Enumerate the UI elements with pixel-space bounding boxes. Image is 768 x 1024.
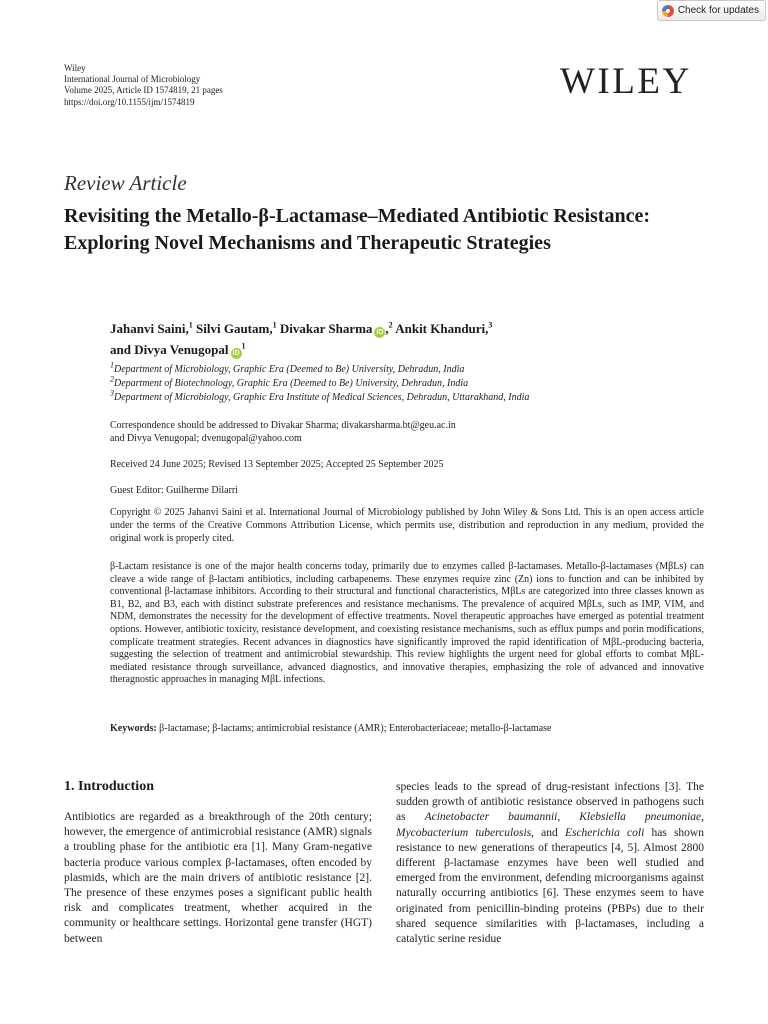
- guest-editor: Guest Editor: Guilherme Dilarri: [110, 485, 239, 496]
- article-type: Review Article: [64, 171, 187, 195]
- keywords-text: β-lactamase; β-lactams; antimicrobial resistance (AMR); Enterobacteriaceae; metallo-β-lactamase: [159, 723, 552, 734]
- author-line-2: and Divya Venugopal $iD^1$: [110, 341, 246, 357]
- author-name[interactable]: Divakar Sharma: [279, 321, 373, 336]
- affiliations: [110, 360, 530, 405]
- author-line-1: Jahanvi Saini,$^1$ Silvi Gautam,$^1$ Divakar Sharma iD ,$^2$ Ankit Khanduri,$^3$: [110, 320, 493, 336]
- body-text-left: Antibiotics are regarded as a breakthrough of the 20th century; however, the emergence of antimicrobial resistance (AMR) signals a troubling phase for the antibiotic era [1]. Many Gram-negative bacteria produce various complex β-lactamases, often encoded by plasmids, which are the main drivers of antibiotic resistance [2]. The presence of these enzymes poses a significant public health risk and complicates treatment, whether acquired in the community or healthcare settings. Horizontal gene transfer (HGT) between: [64, 811, 372, 945]
- doi-link[interactable]: https://doi.org/10.1155/ijm/1574819: [64, 96, 195, 107]
- copyright-notice: Copyright © 2025 Jahanvi Saini et al. International Journal of Microbiology published by John Wiley & Sons Ltd. This is an open access article under the terms of the Creative Commons Attribution License, which permits use, distribution and reproduction in any medium, provided the original work is properly cited.: [110, 507, 704, 544]
- dates: Received 24 June 2025; Revised 13 September 2025; Accepted 25 September 2025: [110, 459, 444, 470]
- volume-info: Volume 2025, Article ID 1574819, 21 pages: [64, 85, 223, 96]
- check-for-updates-button[interactable]: [657, 0, 766, 21]
- author-name[interactable]: Ankit Khanduri,: [395, 321, 489, 336]
- author-name[interactable]: Jahanvi Saini,: [110, 321, 189, 336]
- section-heading: 1. Introduction: [64, 779, 154, 794]
- body-text-right: species leads to the spread of drug-resistant infections [3]. The sudden growth of antibiotic resistance observed in pathogens such as Acinetobacter baumannii, Klebsiella pneumoniae, Mycobacterium tuberculosis, and Escherichia coli has shown resistance to new generations of therapeutics [4, 5]. Almost 2800 different β-lactamase enzymes have been well studied and emerged from the environment, defending microorganisms against naturally occurring antibiotics [6]. These enzymes seem to have originated from penicillin-binding proteins (PBPs) due to their shared sequence similarities with β-lactamases, including a catalytic serine residue: [396, 781, 704, 946]
- journal-name: International Journal of Microbiology: [64, 74, 201, 85]
- publication-info: [64, 63, 223, 108]
- wiley-logo: WILEY: [560, 61, 692, 102]
- affiliation-item: $^3$Department of Microbiology, Graphic Era Institute of Medical Sciences, Dehradun, Uttarakhand, India: [110, 388, 530, 403]
- publisher-name: Wiley: [64, 63, 86, 73]
- crossmark-icon: [662, 5, 674, 17]
- author-list: [110, 318, 710, 360]
- author-name[interactable]: and Divya Venugopal: [110, 342, 229, 357]
- check-for-updates-label: Check for updates: [677, 5, 759, 16]
- keywords: [110, 723, 551, 734]
- affiliation-item: $^1$Department of Microbiology, Graphic Era (Deemed to Be) University, Dehradun, India: [110, 360, 465, 375]
- affiliation-item: $^2$Department of Biotechnology, Graphic Era (Deemed to Be) University, Dehradun, India: [110, 374, 469, 389]
- author-name[interactable]: Silvi Gautam,: [196, 321, 273, 336]
- keywords-label: Keywords:: [110, 723, 157, 734]
- correspondence: Correspondence should be addressed to Divakar Sharma; divakarsharma.bt@geu.ac.in and Divya Venugopal; dvenugopal@yahoo.com: [110, 420, 456, 444]
- article-title: Revisiting the Metallo-β-Lactamase–Mediated Antibiotic Resistance: Exploring Novel Mechanisms and Therapeutic Strategies: [64, 205, 650, 254]
- abstract: β-Lactam resistance is one of the major health concerns today, primarily due to enzymes called β-lactamases. Metallo-β-lactamases (MβLs) can cleave a wide range of β-lactam antibiotics, including carbapenems. These enzymes require zinc (Zn) ions to function and can be inhibited by conventional β-lactamase inhibitors. According to their structural and functional characteristics, MβLs are categorized into three classes known as B1, B2, and B3, each with distinct substrate preferences and resistance mechanisms. The prevalence of acquired MβLs, such as IMP, VIM, and NDM, demonstrates the necessity for the development of effective treatments. Novel therapeutic approaches have emerged as potential treatment options. However, antibiotic toxicity, resistance development, and coexisting resistance mechanisms, such as efflux pumps and porin modifications, complicate treatment strategies. Recent advances in diagnostics have significantly improved the rapid identification of MβL-producing bacteria, suggesting the selection of treatment and antimicrobial stewardship. This review highlights the urgent need for global efforts to combat MβL-mediated resistance through surveillance, advanced diagnostics, and innovative therapies, emphasizing the role of advanced and innovative theragnostic approaches in managing MβL infections.: [110, 561, 704, 686]
- orcid-icon[interactable]: iD: [376, 329, 384, 336]
- orcid-icon[interactable]: iD: [232, 350, 240, 357]
